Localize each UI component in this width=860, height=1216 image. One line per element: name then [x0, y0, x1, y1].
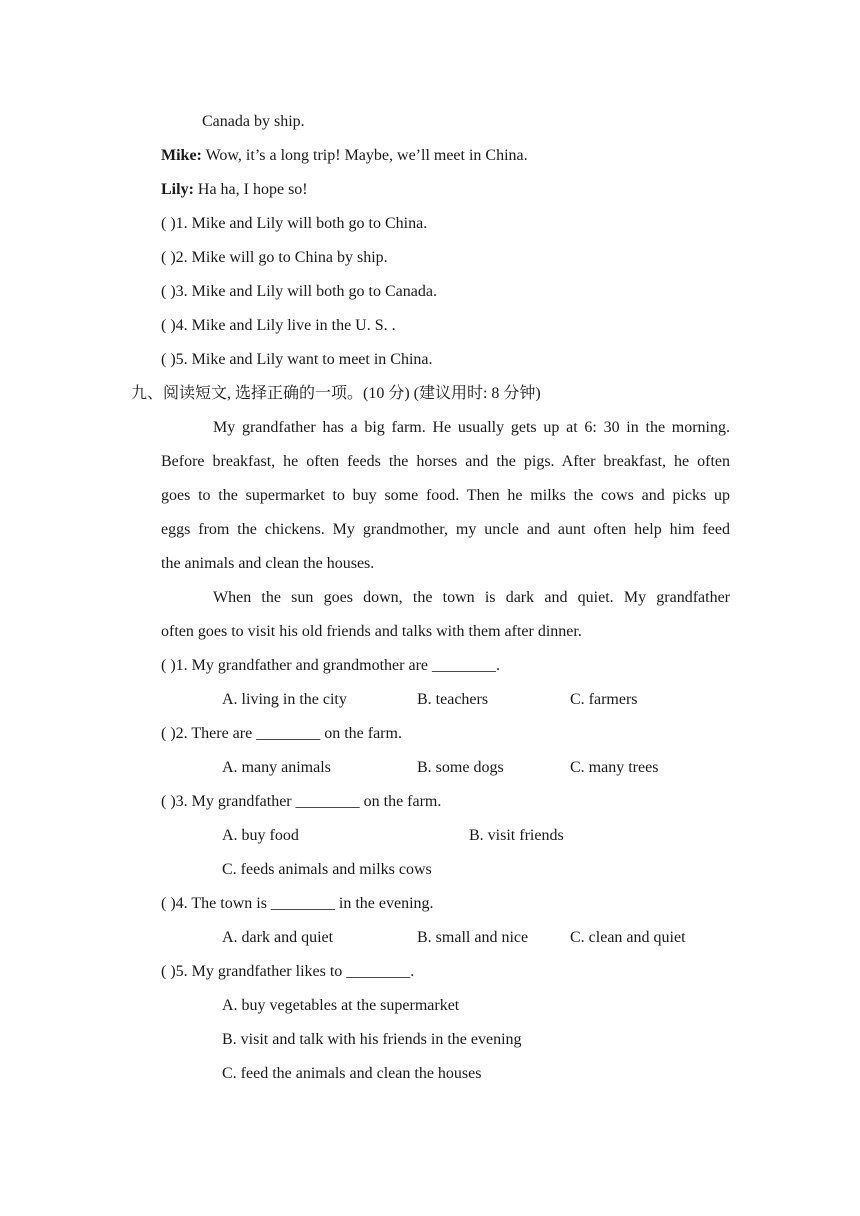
tf-item-5: ( )5. Mike and Lily want to meet in China.: [161, 351, 433, 368]
tf-item-2: ( )2. Mike will go to China by ship.: [161, 249, 388, 266]
question-stem-2: ( )2. There are ________ on the farm.: [161, 725, 402, 742]
tf-item-3: ( )3. Mike and Lily will both go to Canada.: [161, 283, 437, 300]
question-stem-4: ( )4. The town is ________ in the evening.: [161, 895, 434, 912]
tf-item-1: ( )1. Mike and Lily will both go to China.: [161, 215, 428, 232]
option-c: C. many trees: [570, 759, 659, 776]
option-b: B. some dogs: [417, 759, 504, 776]
dialogue-line-lily: [161, 180, 308, 200]
option-c: C. farmers: [570, 691, 638, 708]
option-b: B. teachers: [417, 691, 489, 708]
question-stem-1: ( )1. My grandfather and grandmother are ________.: [161, 657, 500, 674]
option-b: B. visit and talk with his friends in the evening: [222, 1031, 522, 1048]
passage-line: My grandfather has a big farm. He usually gets up at 6: 30 in the morning.: [213, 419, 730, 436]
question-stem-3: ( )3. My grandfather ________ on the farm.: [161, 793, 442, 810]
passage-line: goes to the supermarket to buy some food. Then he milks the cows and picks up: [161, 487, 730, 504]
dialogue-line-mike: [161, 146, 528, 166]
dialogue-continuation: Canada by ship.: [202, 113, 305, 130]
option-a: A. living in the city: [222, 691, 347, 708]
tf-item-4: ( )4. Mike and Lily live in the U. S. .: [161, 317, 396, 334]
option-c: C. feeds animals and milks cows: [222, 861, 432, 878]
option-a: A. many animals: [222, 759, 331, 776]
option-b: B. small and nice: [417, 929, 529, 946]
option-c: C. clean and quiet: [570, 929, 686, 946]
option-b: B. visit friends: [469, 827, 564, 844]
passage-line: Before breakfast, he often feeds the horses and the pigs. After breakfast, he often: [161, 453, 730, 470]
option-a: A. buy food: [222, 827, 299, 844]
passage-line: eggs from the chickens. My grandmother, my uncle and aunt often help him feed: [161, 521, 730, 538]
section-heading: 九、阅读短文, 选择正确的一项。(10 分) (建议用时: 8 分钟): [131, 385, 541, 402]
passage-line: often goes to visit his old friends and talks with them after dinner.: [161, 623, 582, 640]
dialogue-text: Ha ha, I hope so!: [193, 181, 308, 198]
option-a: A. dark and quiet: [222, 929, 334, 946]
option-a: A. buy vegetables at the supermarket: [222, 997, 460, 1014]
speaker-lily: Lily:: [161, 181, 194, 198]
dialogue-text: Wow, it’s a long trip! Maybe, we’ll meet in China.: [201, 147, 528, 164]
passage-line: the animals and clean the houses.: [161, 555, 375, 572]
question-stem-5: ( )5. My grandfather likes to ________.: [161, 963, 415, 980]
option-c: C. feed the animals and clean the houses: [222, 1065, 482, 1082]
passage-line: When the sun goes down, the town is dark and quiet. My grandfather: [213, 589, 730, 606]
speaker-mike: Mike:: [161, 147, 202, 164]
